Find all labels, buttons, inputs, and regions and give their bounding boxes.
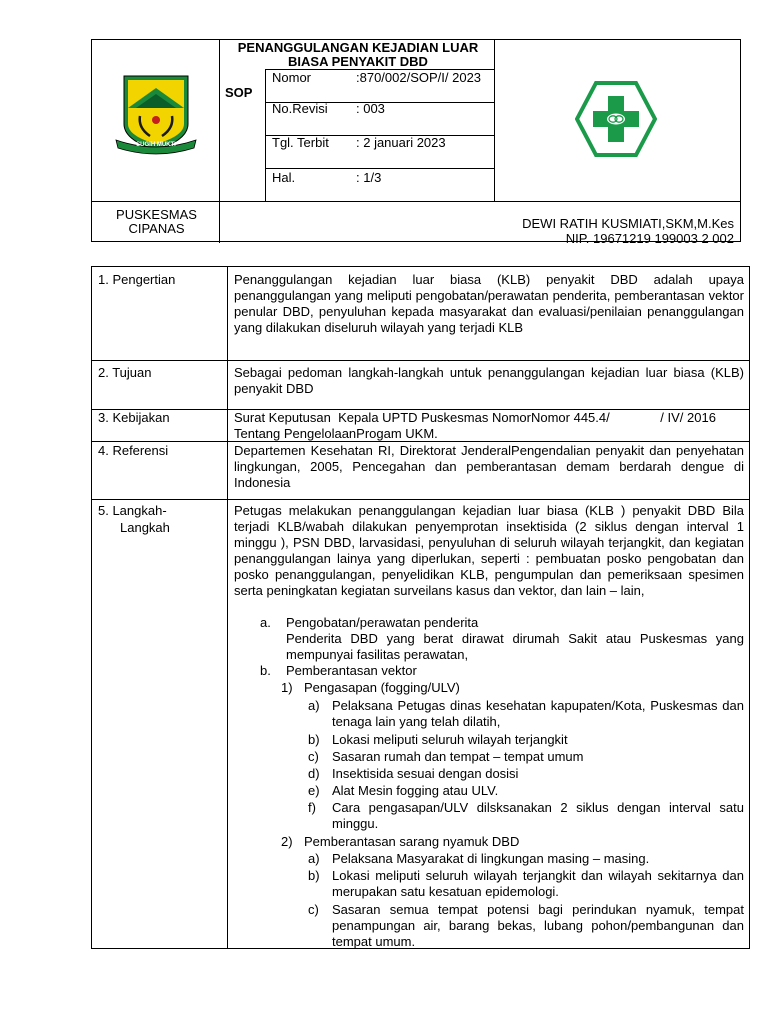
step-title: Pengobatan/perawatan penderita: [286, 615, 479, 630]
sop-label: SOP: [225, 85, 253, 100]
list-item: Sasaran semua tempat potensi bagi perindukan nyamuk, tempat penampungan air, barang bekas, lubang pohon/pembangunan dan tempat umum.: [332, 902, 744, 949]
divider: [265, 168, 494, 169]
list-marker: d): [308, 766, 320, 781]
signatory-nip: NIP. 19671219 199003 2 002: [565, 231, 734, 246]
meta-value-revisi: : 003: [356, 101, 385, 116]
divider: [92, 360, 749, 361]
section-label: Langkah: [120, 520, 170, 535]
section-text: Petugas melakukan penanggulangan kejadian luar biasa (KLB ) penyakit DBD Bila terjadi KLB/wabah dilakukan penyemprotan insektisida (2 siklus dengan interval 1 minggu ), PSN DBD, larvasidasi, penyuluhan di seluruh wilayah terjangkit, dan kegiatan penanggulangan lainya yang diperlukan, seperti : pembuatan posko pengobatan dan posko penanggulangan, penyelidikan KLB, pengumpulan dan pemeriksaan spesimen serta peningkatan kegiatan surveilans kasus dan vektor, dan lain – lain,: [234, 503, 744, 598]
step-title: Pemberantasan vektor: [286, 663, 417, 678]
section-label: 2. Tujuan: [98, 365, 152, 380]
signatory-name: DEWI RATIH KUSMIATI,SKM,M.Kes: [522, 216, 734, 231]
list-marker: e): [308, 783, 320, 798]
sop-header: [91, 39, 741, 246]
section-text: Penanggulangan kejadian luar biasa (KLB) penyakit DBD adalah upaya penanggulangan yang meliputi pengobatan/perawatan penderita, pemberantasan vektor penular DBD, penyuluhan kepada masyarakat dan evaluasi/penilaian penanggulangan yang dilakukan diseluruh wilayah yang terjadi KLB: [234, 272, 744, 335]
list-marker: a): [308, 851, 320, 866]
list-item: Alat Mesin fogging atau ULV.: [332, 783, 499, 798]
list-item: Lokasi meliputi seluruh wilayah terjangkit: [332, 732, 568, 747]
emblem-motto: SUGIH MUKTI: [136, 142, 176, 148]
divider: [494, 40, 495, 201]
section-text: Departemen Kesehatan RI, Direktorat JenderalPengendalian penyakit dan penyehatan lingkungan, 2005, Pencegahan dan pemberantasan demam berdarah dengue di Indonesia: [234, 443, 744, 490]
divider: [219, 40, 220, 243]
step-marker: 1): [281, 680, 293, 695]
list-item: Pelaksana Masyarakat di lingkungan masing – masing.: [332, 851, 650, 866]
step-marker: a.: [260, 615, 271, 630]
list-marker: b): [308, 868, 320, 883]
section-text: Surat Keputusan Kepala UPTD Puskesmas NomorNomor 445.4/ / IV/ 2016 Tentang PengelolaanProgam UKM.: [234, 410, 720, 441]
list-item: Sasaran rumah dan tempat – tempat umum: [332, 749, 584, 764]
institution-name: PUSKESMAS CIPANAS: [116, 207, 197, 236]
step-title: Pemberantasan sarang nyamuk DBD: [304, 834, 520, 849]
section-label: 1. Pengertian: [98, 272, 176, 287]
sop-title: PENANGGULANGAN KEJADIAN LUAR BIASA PENYAKIT DBD: [237, 40, 479, 69]
step-marker: b.: [260, 663, 271, 678]
list-marker: c): [308, 902, 319, 917]
list-item: Insektisida sesuai dengan dosisi: [332, 766, 519, 781]
section-label: 4. Referensi: [98, 443, 169, 458]
puskesmas-logo: [575, 80, 657, 158]
list-marker: a): [308, 698, 320, 713]
section-label: 3. Kebijakan: [98, 410, 170, 425]
meta-value-nomor: :870/002/SOP/I/ 2023: [356, 70, 482, 85]
divider: [227, 267, 228, 948]
meta-key-nomor: Nomor: [272, 70, 312, 85]
divider: [92, 499, 749, 500]
list-item: Lokasi meliputi seluruh wilayah terjangkit dan wilayah sekitarnya dan merupakan satu kesatuan epidemologi.: [332, 868, 744, 899]
list-marker: f): [308, 800, 316, 815]
list-item: Cara pengasapan/ULV dilsksanakan 2 siklus dengan interval satu minggu.: [332, 800, 744, 831]
list-item: Pelaksana Petugas dinas kesehatan kapupaten/Kota, Puskesmas dan tenaga lain yang telah dilatih,: [332, 698, 744, 729]
list-marker: b): [308, 732, 320, 747]
step-title: Pengasapan (fogging/ULV): [304, 680, 460, 695]
list-marker: c): [308, 749, 319, 764]
sop-content-table: [91, 266, 750, 949]
step-marker: 2): [281, 834, 293, 849]
divider: [92, 201, 740, 202]
meta-key-revisi: No.Revisi: [272, 101, 328, 116]
meta-value-terbit: : 2 januari 2023: [356, 135, 446, 150]
meta-value-hal: : 1/3: [356, 170, 382, 185]
meta-key-terbit: Tgl. Terbit: [272, 135, 329, 150]
step-text: Penderita DBD yang berat dirawat dirumah Sakit atau Puskesmas yang mempunyai fasilitas perawatan,: [286, 631, 744, 662]
section-label: 5. Langkah-: [98, 503, 167, 518]
section-text: Sebagai pedoman langkah-langkah untuk penanggulangan kejadian luar biasa (KLB) penyakit DBD: [234, 365, 744, 396]
meta-key-hal: Hal.: [272, 170, 296, 185]
